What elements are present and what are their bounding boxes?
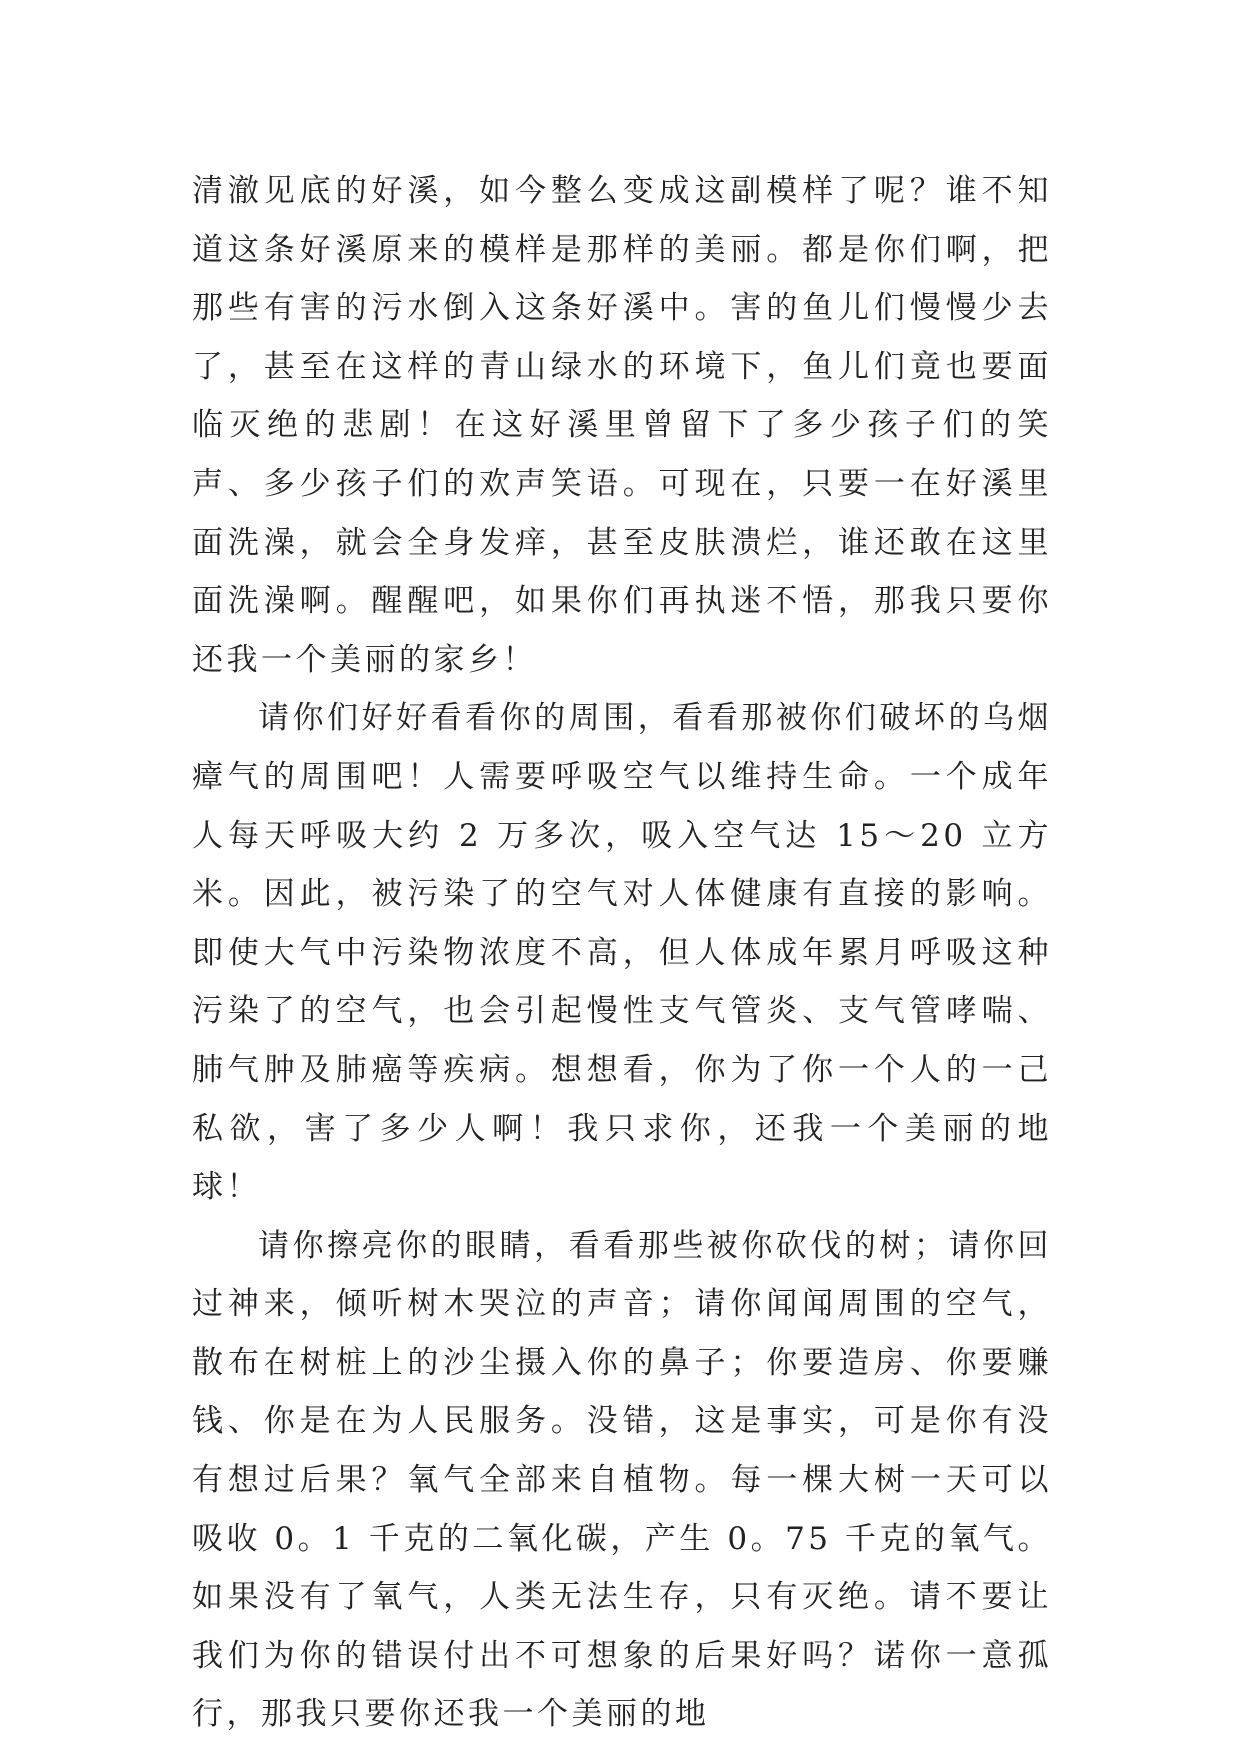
paragraph-1: 清澈见底的好溪，如今整么变成这副模样了呢？谁不知道这条好溪原来的模样是那样的美丽。都是你们啊，把那些有害的污水倒入这条好溪中。害的鱼儿们慢慢少去了，甚至在这样的青山绿水的环境下，鱼儿们竟也要面临灭绝的悲剧！在这好溪里曾留下了多少孩子们的笑声、多少孩子们的欢声笑语。可现在，只要一在好溪里面洗澡，就会全身发痒，甚至皮肤溃烂，谁还敢在这里面洗澡啊。醒醒吧，如果你们再执迷不悟，那我只要你还我一个美丽的家乡！ (192, 173, 1052, 678)
paragraph-2: 请你们好好看看你的周围，看看那被你们破坏的乌烟瘴气的周围吧！人需要呼吸空气以维持生命。一个成年人每天呼吸大约 2 万多次，吸入空气达 15～20 立方米。因此，被污染了的空气对人体健康有直接的影响。即使大气中污染物浓度不高，但人体成年累月呼吸这种污染了的空气，也会引起慢性支气管炎、支气管哮喘、肺气肿及肺癌等疾病。想想看，你为了你一个人的一己私欲，害了多少人啊！我只求你，还我一个美丽的地球！ (192, 700, 1052, 1206)
body-text (192, 162, 1052, 1744)
paragraph-3: 请你擦亮你的眼睛，看看那些被你砍伐的树；请你回过神来，倾听树木哭泣的声音；请你闻闻周围的空气，散布在树桩上的沙尘摄入你的鼻子；你要造房、你要赚钱、你是在为人民服务。没错，这是事实，可是你有没有想过后果？氧气全部来自植物。每一棵大树一天可以吸收 0。1 千克的二氧化碳，产生 0。75 千克的氧气。如果没有了氧气，人类无法生存，只有灭绝。请不要让我们为你的错误付出不可想象的后果好吗？诺你一意孤行，那我只要你还我一个美丽的地 (192, 1227, 1052, 1733)
